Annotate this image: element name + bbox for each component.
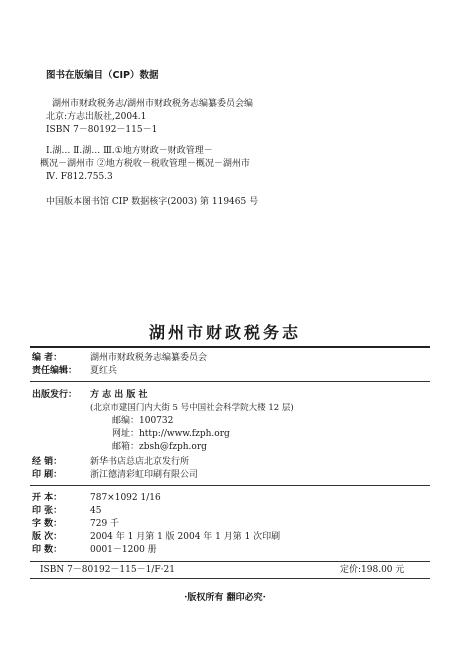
isbn-rule-bottom: [30, 578, 430, 579]
print-run-value: 0001－1200 册: [90, 545, 157, 555]
print-run-label: 印 数：: [32, 545, 63, 555]
responsible-editor-label: 责任编辑：: [32, 366, 78, 376]
publisher-website: 网址：http://www.fzph.org: [112, 429, 230, 439]
wordcount-label: 字 数：: [32, 519, 63, 529]
edition-value: 2004 年 1 月第 1 版 2004 年 1 月第 1 次印刷: [90, 532, 281, 542]
sheets-value: 45: [90, 506, 102, 516]
copyright-notice: ·版权所有 翻印必究·: [184, 593, 266, 603]
cip-line-5: 概况－湖州市 ②地方税收－税收管理－概况－湖州市: [40, 159, 250, 169]
printer-value: 浙江德清彩虹印刷有限公司: [90, 470, 199, 480]
format-label: 开 本：: [32, 493, 63, 503]
publisher-postcode: 邮编：100732: [112, 416, 174, 426]
edition-label: 版 次：: [32, 532, 63, 542]
printer-label: 印 刷：: [32, 470, 63, 480]
distributor-value: 新华书店总店北京发行所: [90, 457, 190, 467]
publisher-label: 出版发行：: [32, 390, 78, 400]
cip-line-4: Ⅰ.湖… Ⅱ.湖… Ⅲ.①地方财政－财政管理－: [46, 146, 213, 156]
publisher-address: (北京市建国门内大街 5 号中国社会科学院大楼 12 层): [90, 403, 294, 413]
distribution-rule: [30, 485, 430, 486]
isbn-rule-top: [30, 561, 430, 562]
wordcount-value: 729 千: [90, 519, 120, 529]
title-rule: [30, 346, 430, 348]
cip-title: 图书在版编目（CIP）数据: [46, 70, 159, 81]
book-title: 湖州市财政税务志: [148, 323, 301, 342]
price: 定价:198.00 元: [340, 565, 405, 575]
editor-label: 编 者：: [32, 353, 63, 363]
publisher-email: 邮箱：zbsh@fzph.org: [112, 442, 207, 452]
responsible-editor-value: 夏红兵: [90, 366, 118, 376]
cip-line-2: 北京:方志出版社,2004.1: [46, 112, 147, 122]
cip-line-1: 湖州市财政税务志/湖州市财政税务志编纂委员会编: [52, 99, 254, 109]
cip-core-data: 中国版本图书馆 CIP 数据核字(2003) 第 119465 号: [46, 197, 259, 207]
format-value: 787×1092 1/16: [90, 493, 161, 503]
sheets-label: 印 张：: [32, 506, 63, 516]
credits-rule: [30, 381, 430, 382]
editor-value: 湖州市财政税务志编纂委员会: [90, 353, 208, 363]
publisher-name: 方 志 出 版 社: [90, 390, 148, 400]
isbn-full: ISBN 7－80192－115－1/F·21: [40, 565, 175, 575]
cip-line-6: Ⅳ. F812.755.3: [46, 172, 113, 182]
cip-line-3: ISBN 7－80192－115－1: [46, 125, 158, 135]
distributor-label: 经 销：: [32, 457, 63, 467]
